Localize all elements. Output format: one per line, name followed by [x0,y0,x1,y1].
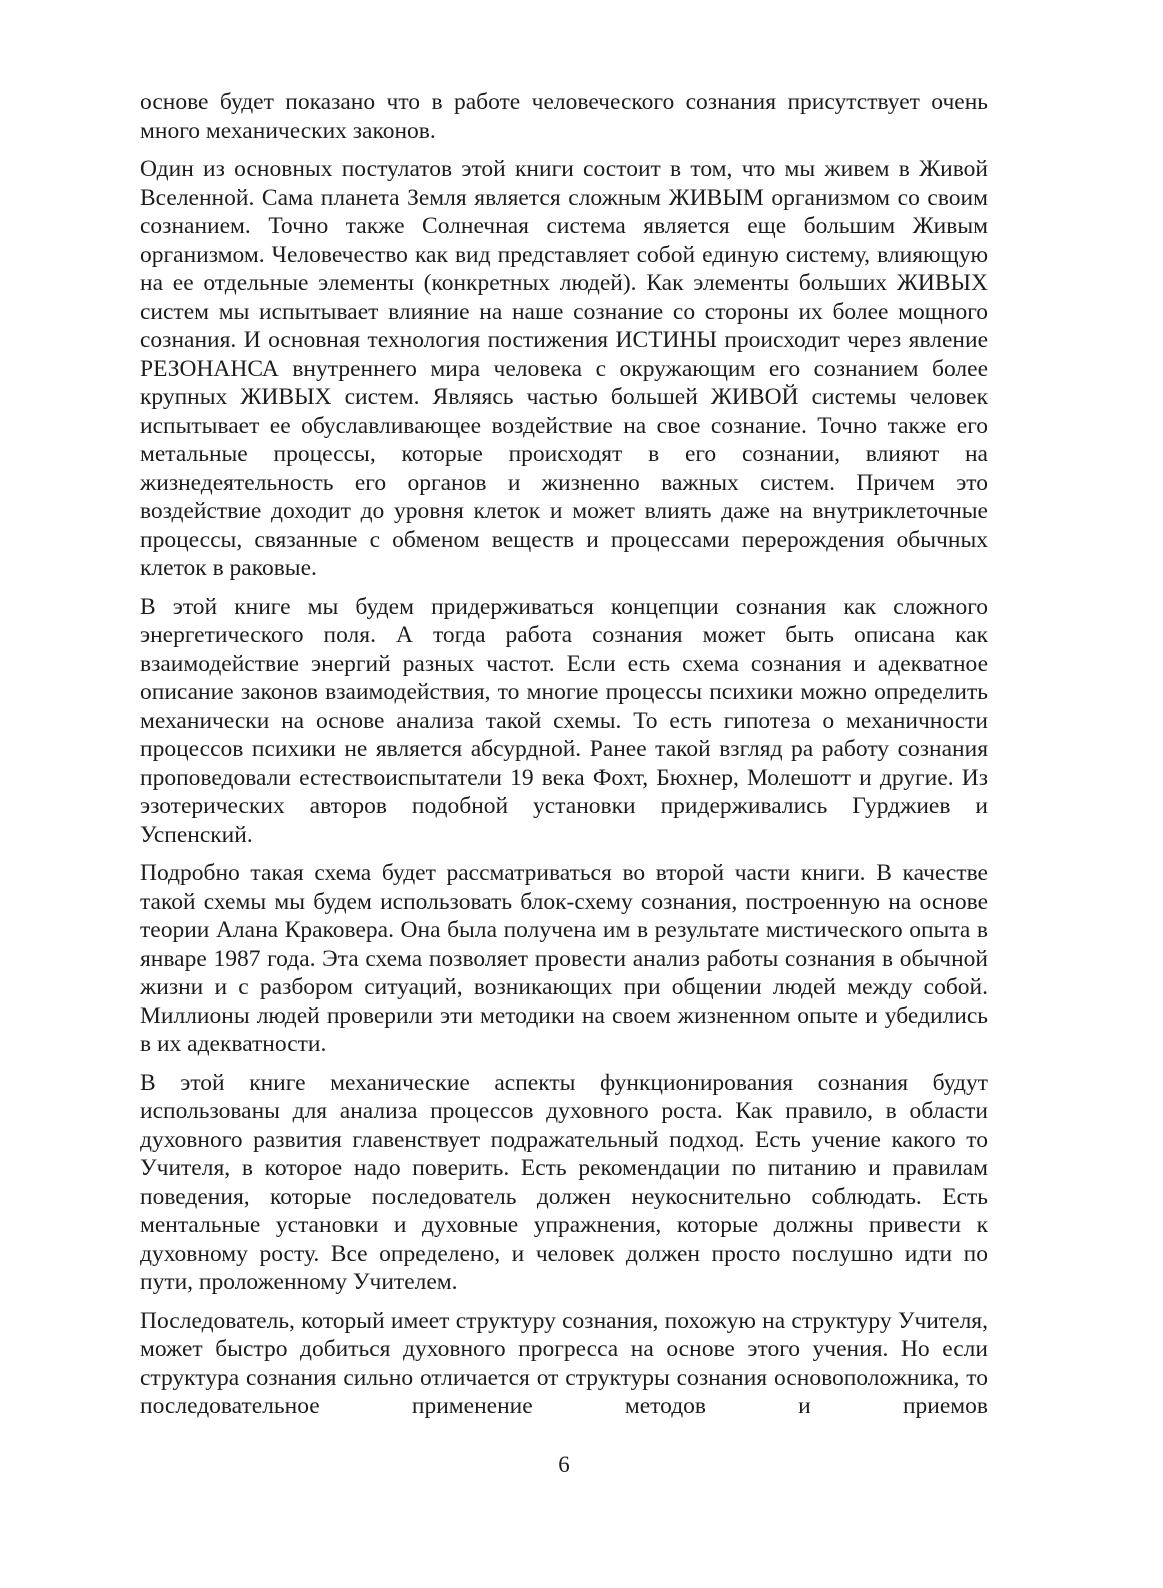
page-number: 6 [558,1452,570,1477]
body-text [140,88,988,1431]
paragraph-6: Последователь, который имеет структуру сознания, похожую на структуру Учителя, может быстро добиться духовного прогресса на основе этого учения. Но если структура сознания сильно отличается от структуры сознания основоположника, то последовательное применение методов и приемов [140,1307,988,1419]
paragraph-1: основе будет показано что в работе человеческого сознания присутствует очень много механических законов. [140,89,988,144]
paragraph-2: Один из основных постулатов этой книги состоит в том, что мы живем в Живой Вселенной. Сама планета Земля является сложным ЖИВЫМ организмом со своим сознанием. Точно также Солнечная система является еще большим Живым организмом. Человечество как вид представляет собой единую систему, влияющую на ее отдельные элементы (конкретных людей). Как элементы больших ЖИВЫХ систем мы испытывает влияние на наше сознание со стороны их более мощного сознания. И основная технология постижения ИСТИНЫ происходит через явление РЕЗОНАНСА внутреннего мира человека с окружающим его сознанием более крупных ЖИВЫХ систем. Являясь частью большей ЖИВОЙ системы человек испытывает ее обуславливающее воздействие на свое сознание. Точно также его метальные процессы, которые происходят в его сознании, влияют на жизнедеятельность его органов и жизненно важных систем. Причем это воздействие доходит до уровня клеток и может влиять даже на внутриклеточные процессы, связанные с обменом веществ и процессами перерождения обычных клеток в раковые. [140,156,988,581]
paragraph-3: В этой книге мы будем придерживаться концепции сознания как сложного энергетического поля. А тогда работа сознания может быть описана как взаимодействие энергий разных частот. Если есть схема сознания и адекватное описание законов взаимодействия, то многие процессы психики можно определить механически на основе анализа такой схемы. То есть гипотеза о механичности процессов психики не является абсурдной. Ранее такой взгляд ра работу сознания проповедовали естествоиспытатели 19 века Фохт, Бюхнер, Молешотт и другие. Из эзотерических авторов подобной установки придерживались Гурджиев и Успенский. [140,593,988,848]
paragraph-5: В этой книге механические аспекты функционирования сознания будут использованы для анализа процессов духовного роста. Как правило, в области духовного развития главенствует подражательный подход. Есть учение какого то Учителя, в которое надо поверить. Есть рекомендации по питанию и правилам поведения, которые последователь должен неукоснительно соблюдать. Есть ментальные установки и духовные упражнения, которые должны привести к духовному росту. Все определено, и человек должен просто послушно идти по пути, проложенному Учителем. [140,1069,988,1295]
paragraph-4: Подробно такая схема будет рассматриваться во второй части книги. В качестве такой схемы мы будем использовать блок-схему сознания, построенную на основе теории Алана Краковера. Она была получена им в результате мистического опыта в январе 1987 года. Эта схема позволяет провести анализ работы сознания в обычной жизни и с разбором ситуаций, возникающих при общении людей между собой. Миллионы людей проверили эти методики на своем жизненном опыте и убедились в их адекватности. [140,860,988,1057]
